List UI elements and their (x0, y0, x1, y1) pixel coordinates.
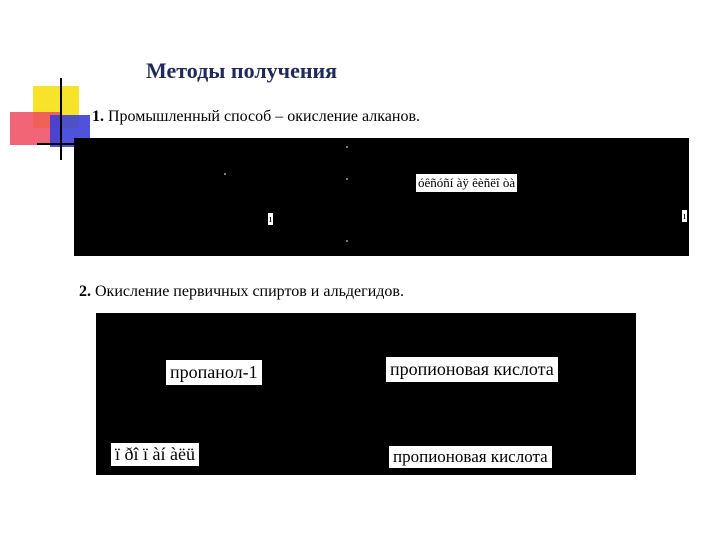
list-item-1-number: 1. (92, 108, 104, 125)
reaction-label-propanol: пропанол-1 (166, 360, 262, 385)
reaction-label-garbled: óêñóñí àÿ êèñëî òà (418, 175, 516, 190)
decor-vertical-line (60, 78, 62, 160)
reaction-label-propionic-acid-2: пропионовая кислота (389, 446, 552, 468)
dot-mark (224, 173, 226, 175)
reaction-image-1 (74, 138, 689, 256)
reaction-mark-right: ı (683, 210, 687, 222)
list-item-2 (79, 283, 404, 301)
dot-mark (346, 240, 348, 242)
list-item-1-text: Промышленный способ – окисление алканов. (108, 108, 420, 125)
reaction-label-propionic-acid-1: пропионовая кислота (386, 357, 558, 382)
list-item-2-text: Окисление первичных спиртов и альдегидов. (95, 283, 404, 300)
list-item-1 (92, 108, 420, 126)
dot-mark (346, 178, 348, 180)
slide-title: Методы получения (146, 58, 338, 83)
reaction-image-2 (96, 313, 636, 475)
reaction-label-garbled: ï ðî ï àí àëü (111, 443, 199, 466)
dot-mark (346, 146, 348, 148)
reaction-mark-left: ı (269, 213, 273, 225)
list-item-2-number: 2. (79, 283, 91, 300)
